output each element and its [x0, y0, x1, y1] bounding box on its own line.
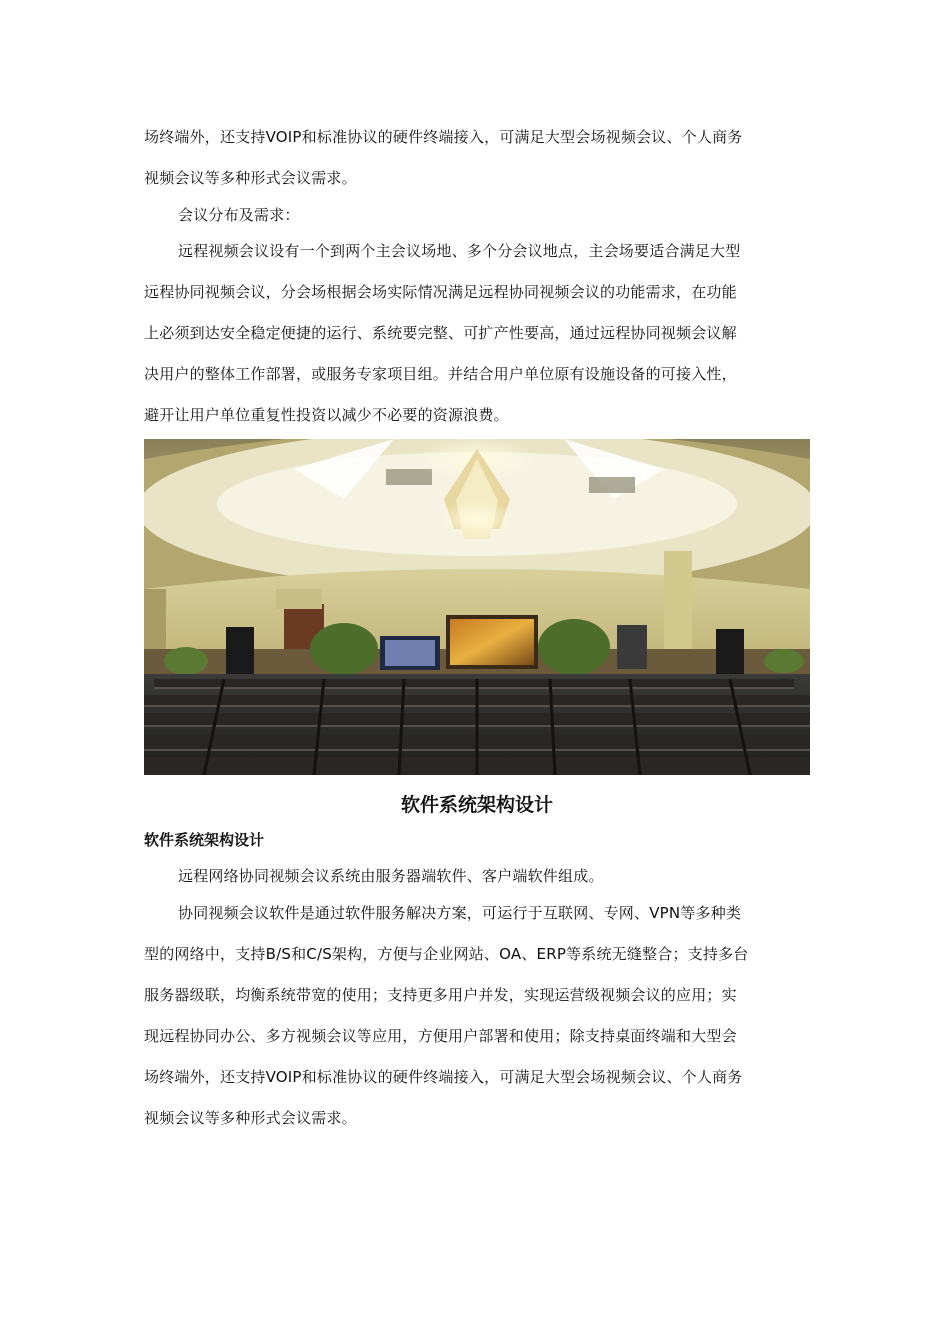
text-line: 服务器级联，均衡系统带宽的使用；支持更多用户并发，实现运营级视频会议的应用；实: [144, 986, 737, 1004]
text-line: 场终端外，还支持VOIP和标准协议的硬件终端接入，可满足大型会场视频会议、个人商务: [144, 1068, 743, 1086]
conference-room-photo: [144, 439, 810, 775]
text-line: 远程协同视频会议，分会场根据会场实际情况满足远程协同视频会议的功能需求，在功能: [144, 283, 737, 301]
text-line: 视频会议等多种形式会议需求。: [144, 169, 357, 187]
text-line: 现远程协同办公、多方视频会议等应用，方便用户部署和使用；除支持桌面终端和大型会: [144, 1027, 737, 1045]
section-subtitle: 软件系统架构设计: [144, 831, 265, 849]
text-line: 决用户的整体工作部署，或服务专家项目组。并结合用户单位原有设施设备的可接入性，: [144, 365, 737, 383]
text-line: 场终端外，还支持VOIP和标准协议的硬件终端接入，可满足大型会场视频会议、个人商务: [144, 128, 743, 146]
text-line: 视频会议等多种形式会议需求。: [144, 1109, 357, 1127]
intro-line: 远程网络协同视频会议系统由服务器端软件、客户端软件组成。: [178, 867, 604, 885]
text-line: 型的网络中，支持B/S和C/S架构，方便与企业网站、OA、ERP等系统无缝整合；支持多台: [144, 945, 749, 963]
text-line: 远程视频会议设有一个到两个主会议场地、多个分会议地点，主会场要适合满足大型: [178, 242, 741, 260]
text-line: 协同视频会议软件是通过软件服务解决方案，可运行于互联网、专网、VPN等多种类: [178, 904, 742, 922]
text-line: 避开让用户单位重复性投资以减少不必要的资源浪费。: [144, 406, 509, 424]
section-title: 软件系统架构设计: [400, 794, 553, 816]
text-line: 上必须到达安全稳定便捷的运行、系统要完整、可扩产性要高，通过远程协同视频会议解: [144, 324, 737, 342]
section-heading-text: 会议分布及需求：: [178, 206, 300, 224]
